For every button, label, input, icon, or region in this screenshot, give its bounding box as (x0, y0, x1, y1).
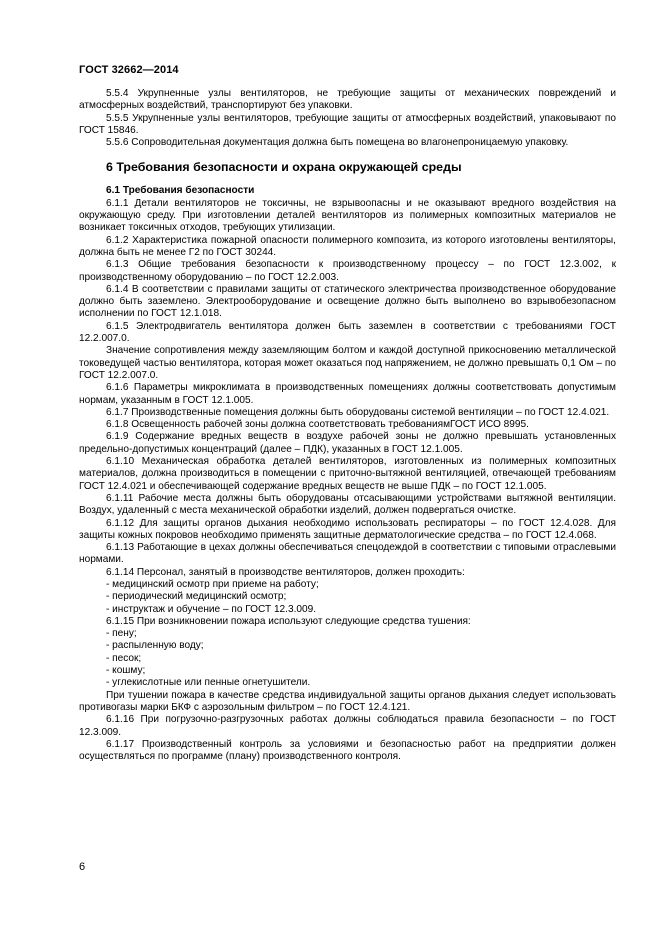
paragraph-6-1-10: 6.1.10 Механическая обработка деталей вентиляторов, изготовленных из полимерных композитных материалов, должна производиться в помещении с приточно-вытяжной вентиляцией, отвечающей требованиям ГОСТ 12.4.021 и обеспечивающей содержание вредных веществ не выше ПДК – по ГОСТ 12.1.005. (79, 456, 616, 492)
paragraph-5-5-4: 5.5.4 Укрупненные узлы вентиляторов, не требующие защиты от механических повреждений и атмосферных воздействий, транспортируют без упаковки. (79, 88, 616, 112)
paragraph-6-1-7: 6.1.7 Производственные помещения должны быть оборудованы системой вентиляции – по ГОСТ 12.4.021. (106, 406, 610, 418)
list-item: - периодический медицинский осмотр; (106, 591, 287, 603)
paragraph-6-1-1: 6.1.1 Детали вентиляторов не токсичны, не взрывоопасны и не оказывают вредного воздействия на окружающую среду. При изготовлении деталей вентиляторов из полимерных композитных материалов не возникает токсичных отходов, требующих утилизации. (79, 197, 616, 234)
list-item: - песок; (106, 652, 142, 664)
list-item: - кошму; (106, 665, 146, 677)
paragraph-6-1-6: 6.1.6 Параметры микроклимата в производственных помещениях должны соответствовать допустимым нормам, указанным в ГОСТ 12.1.005. (79, 382, 616, 406)
list-item: - углекислотные или пенные огнетушители. (106, 677, 311, 689)
page-number: 6 (79, 861, 86, 873)
paragraph-6-1-17: 6.1.17 Производственный контроль за условиями и безопасностью работ на предприятии должен осуществляться по программе (плану) производственного контроля. (79, 738, 616, 763)
paragraph-6-1-15: 6.1.15 При возникновении пожара используют следующие средства тушения: (106, 615, 471, 627)
paragraph-6-1-4: 6.1.4 В соответствии с правилами защиты от статического электричества производственное оборудование должно быть заземлено. Электрооборудование и освещение должно быть выполнено во взрывобезопасном исполнении по ГОСТ 12.1.018. (79, 283, 616, 320)
paragraph-5-5-6: 5.5.6 Сопроводительная документация должна быть помещена во влагонепроницаемую упаковку. (106, 137, 569, 149)
paragraph-6-1-8: 6.1.8 Освещенность рабочей зоны должна соответствовать требованиямГОСТ ИСО 8995. (106, 419, 529, 431)
paragraph-6-1-13: 6.1.13 Работающие в цехах должны обеспечиваться спецодеждой в соответствии с типовыми отраслевыми нормами. (79, 542, 616, 566)
paragraph-resistance: Значение сопротивления между заземляющим болтом и каждой доступной прикосновению металлической токоведущей частью вентилятора, которая может оказаться под напряжением, не должно превышать 0,1 Ом – по ГОСТ 12.2.007.0. (79, 345, 616, 381)
list-item: - распыленную воду; (106, 640, 204, 652)
subsection-title: 6.1 Требования безопасности (106, 185, 255, 197)
section-title: 6 Требования безопасности и охрана окружающей среды (106, 160, 462, 175)
paragraph-6-1-2: 6.1.2 Характеристика пожарной опасности полимерного композита, из которого изготовлены вентиляторы, должна быть не менее Г2 по ГОСТ 30244. (79, 234, 616, 258)
paragraph-6-1-12: 6.1.12 Для защиты органов дыхания необходимо использовать респираторы – по ГОСТ 12.4.028. Для защиты кожных покровов необходимо применять защитные дерматологические средства – по ГОСТ 12.4.068. (79, 517, 616, 541)
list-item: - пену; (106, 628, 137, 640)
standard-header: ГОСТ 32662—2014 (79, 64, 179, 76)
paragraph-6-1-11: 6.1.11 Рабочие места должны быть оборудованы отсасывающими устройствами вытяжной вентиляции. Воздух, удаленный с места механической обработки изделий, должен подвергаться очистке. (79, 492, 616, 517)
paragraph-6-1-3: 6.1.3 Общие требования безопасности к производственному процессу – по ГОСТ 12.3.002, к производственному оборудованию – по ГОСТ 12.2.003. (79, 259, 616, 283)
list-item: - инструктаж и обучение – по ГОСТ 12.3.009. (106, 603, 317, 615)
paragraph-5-5-5: 5.5.5 Укрупненные узлы вентиляторов, требующие защиты от атмосферных воздействий, упаковывают по ГОСТ 15846. (79, 112, 616, 136)
document-body (79, 88, 616, 763)
paragraph-fire-respiratory: При тушении пожара в качестве средства индивидуальной защиты органов дыхания следует использовать противогазы марки БКФ с аэрозольным фильтром – по ГОСТ 12.4.121. (79, 689, 616, 713)
list-item: - медицинский осмотр при приеме на работу; (106, 578, 319, 590)
paragraph-6-1-16: 6.1.16 При погрузочно-разгрузочных работах должны соблюдаться правила безопасности – по ГОСТ 12.3.009. (79, 714, 616, 738)
paragraph-6-1-9: 6.1.9 Содержание вредных веществ в воздухе рабочей зоны не должно превышать установленных предельно-допустимых концентраций (далее – ПДК), указанных в ГОСТ 12.1.005. (79, 431, 616, 455)
paragraph-6-1-5: 6.1.5 Электродвигатель вентилятора должен быть заземлен в соответствии с требованиями ГОСТ 12.2.007.0. (79, 320, 616, 345)
paragraph-6-1-14: 6.1.14 Персонал, занятый в производстве вентиляторов, должен проходить: (106, 566, 465, 578)
